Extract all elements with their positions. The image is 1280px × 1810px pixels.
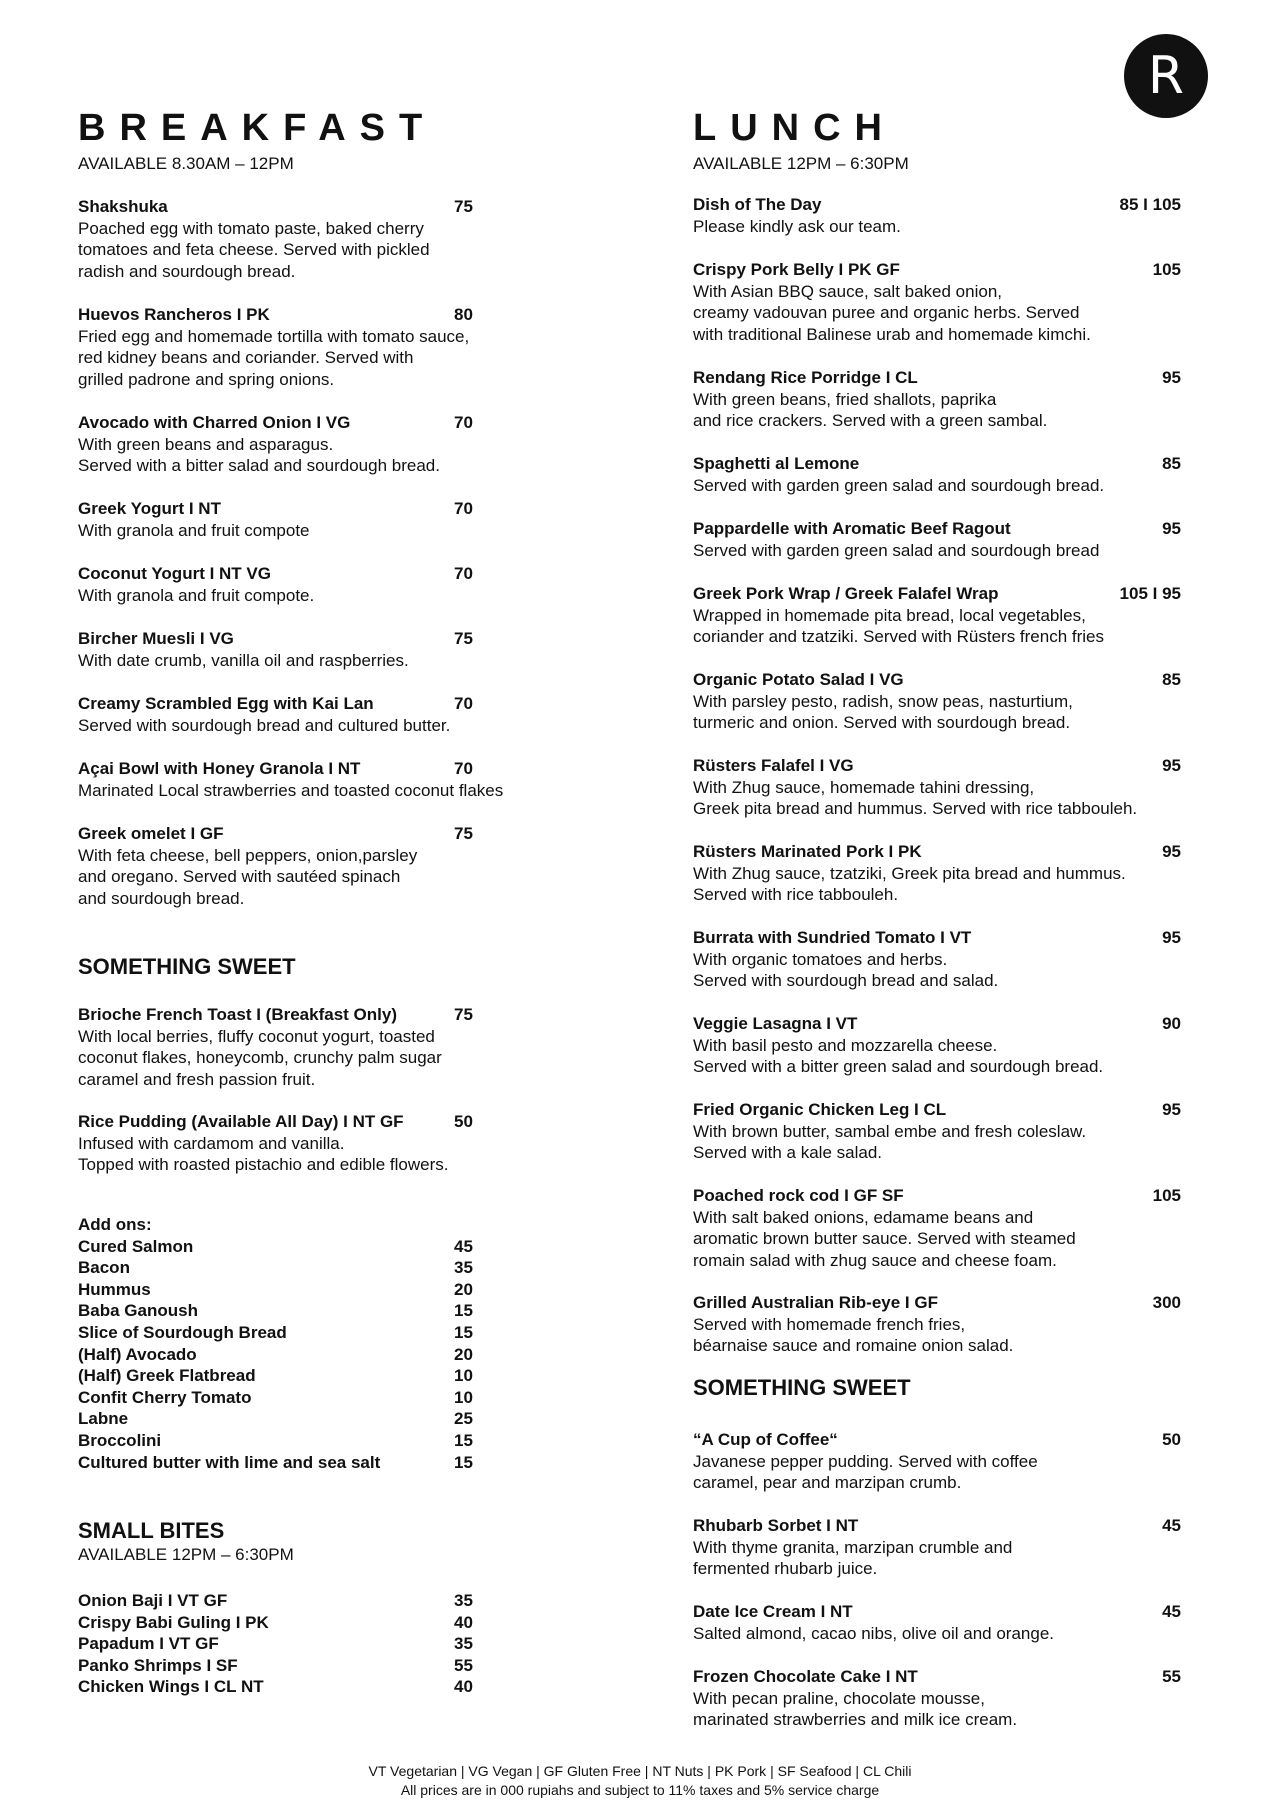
list-row	[78, 1387, 568, 1409]
row-name: Confit Cherry Tomato	[78, 1387, 252, 1407]
menu-item-description: With local berries, fluffy coconut yogurt, toasted coconut flakes, honeycomb, crunchy palm sugar caramel and fresh passion fruit.	[78, 1026, 442, 1089]
menu-item-header	[78, 758, 568, 780]
row-price: 15	[454, 1452, 473, 1472]
menu-item	[693, 927, 1189, 992]
row-name: Baba Ganoush	[78, 1301, 198, 1321]
addons-section	[78, 1214, 568, 1473]
menu-item-description: With feta cheese, bell peppers, onion,parsley and oregano. Served with sautéed spinach and sourdough bread.	[78, 845, 418, 908]
menu-item-description: With granola and fruit compote	[78, 520, 310, 540]
menu-item-name: Veggie Lasagna I VT	[693, 1014, 858, 1033]
logo-letter: R	[1147, 46, 1185, 106]
menu-item-name: “A Cup of Coffee“	[693, 1430, 838, 1449]
small-bites-header	[78, 1518, 568, 1565]
row-price: 10	[454, 1366, 473, 1386]
menu-item-header	[693, 755, 1189, 777]
menu-item-name: Brioche French Toast I (Breakfast Only)	[78, 1005, 397, 1024]
menu-item-header	[78, 628, 568, 650]
menu-item	[693, 669, 1189, 734]
menu-item-header	[78, 1004, 568, 1026]
menu-item-price: 70	[454, 694, 473, 713]
menu-item-price: 85	[1162, 454, 1181, 473]
breakfast-sweet-title: SOMETHING SWEET	[78, 954, 296, 979]
row-price: 45	[454, 1236, 473, 1256]
small-bites-list	[78, 1590, 568, 1698]
menu-item-header	[693, 259, 1189, 281]
menu-item-header	[693, 1515, 1189, 1537]
row-name: Onion Baji I VT GF	[78, 1591, 228, 1610]
menu-item-header	[693, 367, 1189, 389]
dietary-legend: VT Vegetarian | VG Vegan | GF Gluten Free | NT Nuts | PK Pork | SF Seafood | CL Chili	[368, 1763, 912, 1779]
menu-item-description: Infused with cardamom and vanilla. Topped with roasted pistachio and edible flowers.	[78, 1133, 449, 1174]
menu-item-description: With Zhug sauce, homemade tahini dressing, Greek pita bread and hummus. Served with rice tabbouleh.	[693, 777, 1138, 818]
menu-item-description: Served with sourdough bread and cultured butter.	[78, 715, 451, 735]
menu-item	[693, 1601, 1189, 1644]
small-bites-availability: AVAILABLE 12PM – 6:30PM	[78, 1545, 294, 1564]
menu-item	[693, 1515, 1189, 1580]
menu-item-header	[693, 1666, 1189, 1688]
menu-item-description: With green beans and asparagus. Served with a bitter salad and sourdough bread.	[78, 434, 440, 475]
row-price: 20	[454, 1344, 473, 1364]
menu-item-name: Crispy Pork Belly I PK GF	[693, 260, 900, 279]
small-bites-title: SMALL BITES	[78, 1518, 225, 1543]
menu-item-price: 105	[1152, 260, 1181, 279]
menu-item-header	[693, 841, 1189, 863]
menu-item-name: Avocado with Charred Onion I VG	[78, 413, 351, 432]
menu-item-price: 75	[454, 824, 473, 843]
menu-item	[693, 1099, 1189, 1164]
row-name: Bacon	[78, 1258, 130, 1278]
menu-item-name: Greek omelet I GF	[78, 824, 224, 843]
menu-item-name: Pappardelle with Aromatic Beef Ragout	[693, 519, 1011, 538]
menu-item-price: 105 I 95	[1119, 584, 1181, 603]
menu-item-price: 300	[1152, 1293, 1181, 1312]
menu-item-price: 95	[1162, 928, 1181, 947]
menu-item-name: Rendang Rice Porridge I CL	[693, 368, 918, 387]
addons-list	[78, 1236, 568, 1474]
menu-item-price: 55	[1162, 1667, 1181, 1686]
menu-item-price: 75	[454, 1005, 473, 1024]
menu-item	[693, 1013, 1189, 1078]
menu-item-description: Served with garden green salad and sourdough bread	[693, 540, 1100, 560]
menu-item	[693, 194, 1189, 237]
row-price: 15	[454, 1301, 473, 1321]
menu-item-header	[693, 1099, 1189, 1121]
menu-item	[693, 755, 1189, 820]
breakfast-header	[78, 108, 568, 174]
menu-item-description: With pecan praline, chocolate mousse, marinated strawberries and milk ice cream.	[693, 1688, 1018, 1729]
menu-item	[78, 412, 568, 477]
menu-item-description: Fried egg and homemade tortilla with tomato sauce, red kidney beans and coriander. Served with grilled padrone and spring onions.	[78, 326, 470, 389]
menu-item-description: With thyme granita, marzipan crumble and fermented rhubarb juice.	[693, 1537, 1013, 1578]
menu-item-header	[78, 498, 568, 520]
menu-item-price: 70	[454, 413, 473, 432]
row-name: Labne	[78, 1409, 129, 1429]
menu-item-description: With date crumb, vanilla oil and raspberries.	[78, 650, 409, 670]
menu-item-description: Salted almond, cacao nibs, olive oil and orange.	[693, 1623, 1055, 1643]
menu-item-name: Creamy Scrambled Egg with Kai Lan	[78, 694, 374, 713]
menu-item-name: Greek Yogurt I NT	[78, 499, 221, 518]
menu-item-description: With salt baked onions, edamame beans and aromatic brown butter sauce. Served with steamed romain salad with zhug sauce and cheese foam.	[693, 1207, 1076, 1270]
breakfast-title: BREAKFAST	[78, 107, 437, 149]
menu-item-price: 70	[454, 499, 473, 518]
menu-item-price: 105	[1152, 1186, 1181, 1205]
footer	[0, 1762, 1280, 1800]
lunch-title: LUNCH	[693, 107, 896, 149]
menu-item-price: 85	[1162, 670, 1181, 689]
row-price: 20	[454, 1279, 473, 1299]
menu-item-description: With Zhug sauce, tzatziki, Greek pita bread and hummus. Served with rice tabbouleh.	[693, 863, 1126, 904]
menu-item-name: Greek Pork Wrap / Greek Falafel Wrap	[693, 584, 999, 603]
row-name: Cured Salmon	[78, 1236, 194, 1256]
menu-item-header	[693, 927, 1189, 949]
menu-item-header	[78, 1111, 568, 1133]
menu-item-price: 95	[1162, 368, 1181, 387]
menu-item-description: Javanese pepper pudding. Served with coffee caramel, pear and marzipan crumb.	[693, 1451, 1038, 1492]
row-name: (Half) Avocado	[78, 1344, 197, 1364]
row-name: (Half) Greek Flatbread	[78, 1366, 256, 1386]
menu-item	[693, 1429, 1189, 1494]
menu-item-description: With green beans, fried shallots, paprika and rice crackers. Served with a green sambal.	[693, 389, 1048, 430]
menu-item	[78, 823, 568, 909]
list-row	[78, 1590, 568, 1612]
menu-item	[78, 304, 568, 390]
menu-item-price: 80	[454, 305, 473, 324]
menu-item	[78, 628, 568, 671]
row-price: 35	[454, 1591, 473, 1610]
list-row	[78, 1408, 568, 1430]
menu-item	[693, 453, 1189, 496]
list-row	[78, 1300, 568, 1322]
menu-item-price: 85 I 105	[1119, 195, 1181, 214]
menu-item-name: Rhubarb Sorbet I NT	[693, 1516, 859, 1535]
menu-item-price: 90	[1162, 1014, 1181, 1033]
menu-item-name: Poached rock cod I GF SF	[693, 1186, 904, 1205]
menu-item-header	[693, 453, 1189, 475]
menu-item	[78, 1004, 568, 1090]
menu-item	[693, 259, 1189, 345]
restaurant-logo	[1124, 34, 1208, 118]
menu-item	[78, 563, 568, 606]
menu-item-header	[693, 1185, 1189, 1207]
menu-item-name: Burrata with Sundried Tomato I VT	[693, 928, 972, 947]
menu-item-price: 70	[454, 564, 473, 583]
menu-item	[78, 1111, 568, 1176]
menu-item-header	[693, 1292, 1189, 1314]
menu-item-price: 75	[454, 629, 473, 648]
menu-item-name: Dish of The Day	[693, 195, 822, 214]
menu-item-header	[78, 412, 568, 434]
list-row	[78, 1430, 568, 1452]
menu-item-name: Coconut Yogurt I NT VG	[78, 564, 271, 583]
menu-item-name: Shakshuka	[78, 197, 168, 216]
row-price: 40	[454, 1677, 473, 1697]
menu-item-header	[78, 823, 568, 845]
list-row	[78, 1365, 568, 1387]
menu-item-name: Spaghetti al Lemone	[693, 454, 860, 473]
row-price: 10	[454, 1387, 473, 1407]
menu-item-price: 95	[1162, 1100, 1181, 1119]
menu-item-description: With parsley pesto, radish, snow peas, nasturtium, turmeric and onion. Served with sourdough bread.	[693, 691, 1073, 732]
menu-item	[78, 693, 568, 736]
addons-title: Add ons:	[78, 1215, 152, 1234]
menu-item-header	[78, 563, 568, 585]
menu-item	[78, 758, 568, 801]
menu-item-description: With granola and fruit compote.	[78, 585, 315, 605]
menu-item-price: 70	[454, 759, 473, 778]
menu-item-name: Rüsters Falafel I VG	[693, 756, 854, 775]
menu-item-name: Frozen Chocolate Cake I NT	[693, 1667, 918, 1686]
price-note: All prices are in 000 rupiahs and subject to 11% taxes and 5% service charge	[400, 1782, 880, 1798]
row-name: Hummus	[78, 1279, 151, 1299]
row-price: 25	[454, 1409, 473, 1429]
menu-item-price: 95	[1162, 842, 1181, 861]
menu-item-description: With basil pesto and mozzarella cheese. Served with a bitter green salad and sourdough bread.	[693, 1035, 1104, 1076]
row-price: 35	[454, 1634, 473, 1654]
menu-item	[78, 196, 568, 282]
menu-item-header	[693, 1601, 1189, 1623]
menu-item	[693, 1666, 1189, 1731]
menu-item	[78, 498, 568, 541]
menu-item-header	[693, 1429, 1189, 1451]
menu-item	[693, 841, 1189, 906]
menu-item-description: Please kindly ask our team.	[693, 216, 901, 236]
menu-item-price: 95	[1162, 519, 1181, 538]
breakfast-availability: AVAILABLE 8.30AM – 12PM	[78, 154, 294, 173]
menu-item-header	[693, 1013, 1189, 1035]
menu-item-name: Huevos Rancheros I PK	[78, 305, 270, 324]
lunch-availability: AVAILABLE 12PM – 6:30PM	[693, 154, 909, 173]
menu-item-description: Served with homemade french fries, béarnaise sauce and romaine onion salad.	[693, 1314, 1014, 1355]
lunch-sweet-title: SOMETHING SWEET	[693, 1375, 911, 1400]
list-row	[78, 1633, 568, 1655]
menu-item-price: 75	[454, 197, 473, 216]
menu-item-price: 45	[1162, 1602, 1181, 1621]
menu-item-name: Date Ice Cream I NT	[693, 1602, 853, 1621]
list-row	[78, 1676, 568, 1698]
list-row	[78, 1236, 568, 1258]
menu-item-header	[78, 693, 568, 715]
menu-item	[693, 518, 1189, 561]
list-row	[78, 1655, 568, 1677]
row-price: 40	[454, 1612, 473, 1632]
menu-item-header	[78, 304, 568, 326]
menu-item	[693, 1292, 1189, 1357]
menu-item	[693, 583, 1189, 648]
menu-item-name: Organic Potato Salad I VG	[693, 670, 904, 689]
menu-item-name: Fried Organic Chicken Leg I CL	[693, 1100, 947, 1119]
row-name: Slice of Sourdough Bread	[78, 1322, 287, 1342]
row-name: Papadum I VT GF	[78, 1634, 219, 1654]
list-row	[78, 1612, 568, 1634]
row-name: Chicken Wings I CL NT	[78, 1677, 264, 1697]
row-price: 15	[454, 1322, 473, 1342]
menu-item-header	[693, 583, 1189, 605]
menu-item	[693, 367, 1189, 432]
menu-item-name: Bircher Muesli I VG	[78, 629, 234, 648]
lunch-header	[693, 108, 1189, 174]
row-price: 35	[454, 1258, 473, 1278]
menu-item-header	[693, 518, 1189, 540]
menu-item-price: 50	[454, 1112, 473, 1131]
menu-item-header	[78, 196, 568, 218]
row-name: Panko Shrimps I SF	[78, 1655, 238, 1675]
menu-item-description: Poached egg with tomato paste, baked cherry tomatoes and feta cheese. Served with pickled radish and sourdough bread.	[78, 218, 430, 281]
list-row	[78, 1279, 568, 1301]
row-name: Broccolini	[78, 1430, 162, 1450]
menu-item-name: Rüsters Marinated Pork I PK	[693, 842, 922, 861]
menu-item-description: Marinated Local strawberries and toasted coconut flakes	[78, 780, 504, 800]
menu-item-name: Rice Pudding (Available All Day) I NT GF	[78, 1112, 404, 1131]
list-row	[78, 1257, 568, 1279]
row-price: 55	[454, 1655, 473, 1675]
list-row	[78, 1322, 568, 1344]
menu-item-description: With organic tomatoes and herbs. Served with sourdough bread and salad.	[693, 949, 999, 990]
row-price: 15	[454, 1430, 473, 1450]
row-name: Crispy Babi Guling I PK	[78, 1612, 269, 1632]
list-row	[78, 1344, 568, 1366]
menu-item-header	[693, 194, 1189, 216]
menu-item-description: Wrapped in homemade pita bread, local vegetables, coriander and tzatziki. Served with Rüsters french fries	[693, 605, 1105, 646]
menu-item-price: 95	[1162, 756, 1181, 775]
menu-item-price: 50	[1162, 1430, 1181, 1449]
menu-item-price: 45	[1162, 1516, 1181, 1535]
menu-item-name: Grilled Australian Rib-eye I GF	[693, 1293, 938, 1312]
menu-item-description: With Asian BBQ sauce, salt baked onion, creamy vadouvan puree and organic herbs. Served with traditional Balinese urab and homemade kimchi.	[693, 281, 1091, 344]
menu-item	[693, 1185, 1189, 1271]
menu-item-description: With brown butter, sambal embe and fresh coleslaw. Served with a kale salad.	[693, 1121, 1087, 1162]
list-row	[78, 1452, 568, 1474]
menu-item-description: Served with garden green salad and sourdough bread.	[693, 475, 1105, 495]
row-name: Cultured butter with lime and sea salt	[78, 1452, 381, 1472]
menu-item-name: Açai Bowl with Honey Granola I NT	[78, 759, 361, 778]
menu-item-header	[693, 669, 1189, 691]
